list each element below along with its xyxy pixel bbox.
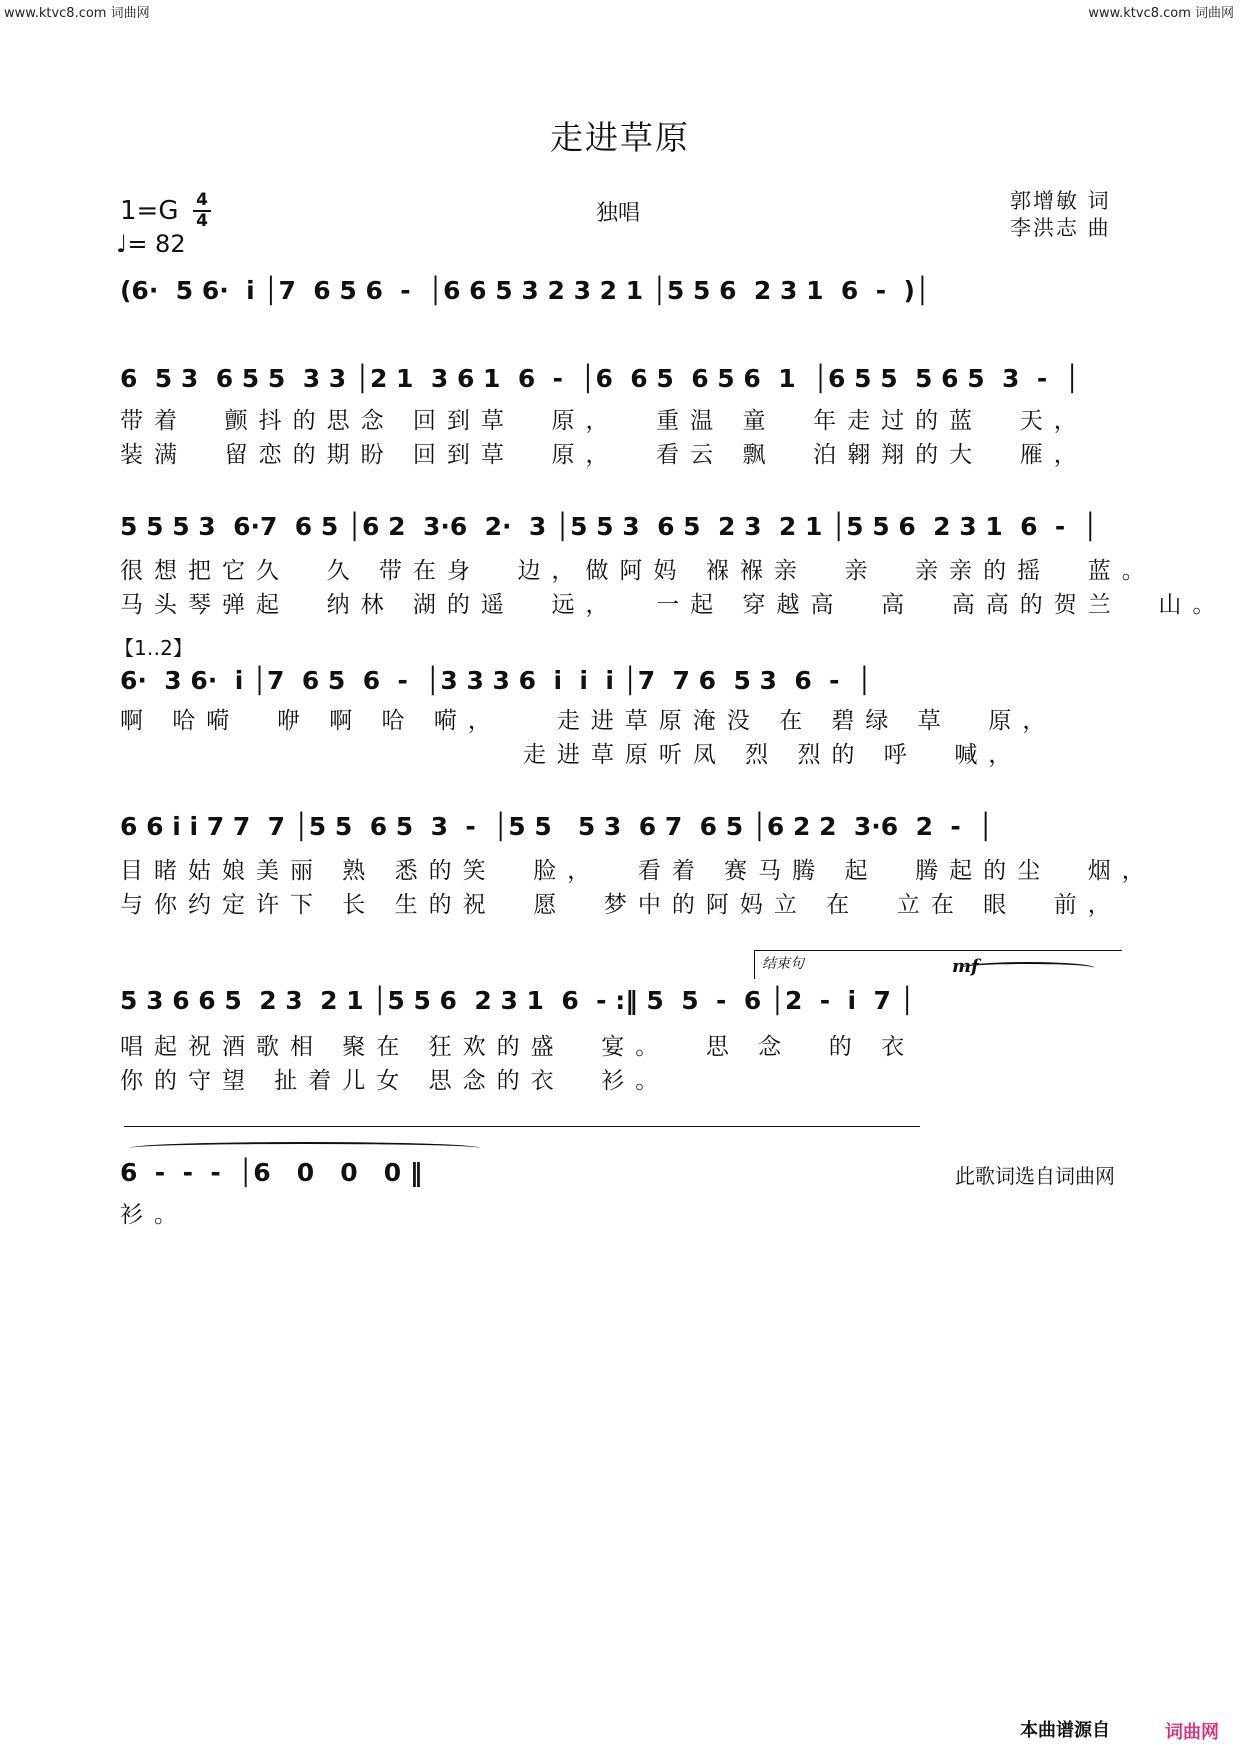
score-line-4: 6· 3 6· i̇ │7 6 5 6 - │3 3 3 6 i̇ i̇ i̇ │7 7 6 5 3 6 - │ bbox=[120, 666, 872, 695]
performance-style: 独唱 bbox=[596, 201, 641, 226]
footer-source-label: 本曲谱源自 bbox=[1020, 1720, 1110, 1741]
site-header-right[interactable]: www.ktvc8.com 词曲网 bbox=[1088, 6, 1234, 21]
score-line-2: 6 5 3 6 5 5 3 3 │2 1 3 6 1 6 - │6 6 5 6 5 6 1 │6 5 5 5 6 5 3 - │ bbox=[120, 364, 1080, 393]
time-signature-top: 4 bbox=[196, 190, 208, 210]
section-mark: 【1‥2】 bbox=[114, 636, 193, 660]
lyric-line-3-verse-2: 马头琴弹起 纳林 湖的遥 远， 一起 穿越高 高 高高的贺兰 山。 bbox=[120, 592, 1227, 618]
song-title: 走进草原 bbox=[550, 118, 690, 157]
footer-site-logo[interactable]: 词曲网 bbox=[1165, 1722, 1219, 1743]
lyric-line-4-verse-2: 走进草原听凤 烈 烈的 呼 喊， bbox=[120, 742, 1023, 768]
lyric-line-2-verse-1: 带着 颤抖的思念 回到草 原， 重温 童 年走过的蓝 天， bbox=[120, 408, 1088, 434]
dynamic-marking: mf bbox=[952, 956, 979, 977]
score-line-5: 6 6 i̇ i̇ 7 7 7 │5 5 6 5 3 - │5 5 5 3 6 7 6 5 │6 2 2 3·6 2 - │ bbox=[120, 812, 994, 841]
lyric-line-2-verse-2: 装满 留恋的期盼 回到草 原， 看云 飘 泊翱翔的大 雁， bbox=[120, 442, 1088, 468]
lyricist-credit: 郭增敏 词 bbox=[1010, 189, 1111, 213]
final-tie bbox=[130, 1142, 480, 1154]
site-header-left[interactable]: www.ktvc8.com 词曲网 bbox=[4, 6, 150, 21]
final-line-rule bbox=[124, 1126, 920, 1127]
ending-label: 结束句 bbox=[762, 956, 804, 972]
lyric-line-6-verse-1: 唱起祝酒歌相 聚在 狂欢的盛 宴。 思 念 的 衣 bbox=[120, 1034, 916, 1060]
key-signature: 1=G bbox=[120, 196, 179, 226]
lyric-line-4-verse-1: 啊 哈嗬 咿 啊 哈 嗬， 走进草原淹没 在 碧绿 草 原， bbox=[120, 708, 1057, 734]
crescendo-slur bbox=[960, 962, 1095, 974]
lyric-line-5-verse-1: 目睹姑娘美丽 熟 悉的笑 脸， 看着 赛马腾 起 腾起的尘 烟， bbox=[120, 858, 1156, 884]
score-line-6: 5 3 6 6 5 2 3 2 1 │5 5 6 2 3 1 6 - :‖ 5 5 - 6 │2 - i̇ 7 │ bbox=[120, 986, 915, 1015]
score-line-7: 6 - - - │6 0 0 0 ‖ bbox=[120, 1158, 423, 1187]
score-line-3: 5 5 5 3 6·7 6 5 │6 2 3·6 2· 3 │5 5 3 6 5 2 3 2 1 │5 5 6 2 3 1 6 - │ bbox=[120, 512, 1098, 541]
source-note: 此歌词选自词曲网 bbox=[955, 1164, 1115, 1188]
time-signature bbox=[193, 192, 211, 230]
composer-credit: 李洪志 曲 bbox=[1010, 216, 1111, 240]
lyric-line-6-verse-2: 你的守望 扯着儿女 思念的衣 衫。 bbox=[120, 1068, 670, 1094]
lyric-line-7: 衫。 bbox=[120, 1202, 188, 1228]
tempo-marking: ♩= 82 bbox=[116, 230, 186, 258]
lyric-line-3-verse-1: 很想把它久 久 带在身 边，做阿妈 褓褓亲 亲 亲亲的摇 蓝。 bbox=[120, 558, 1156, 584]
time-signature-bottom: 4 bbox=[196, 211, 208, 231]
score-line-1: (6· 5 6· i̇ │7 6 5 6 - │6 6 5 3 2 3 2 1 │5 5 6 2 3 1 6 - )│ bbox=[120, 276, 930, 305]
lyric-line-5-verse-2: 与你约定许下 长 生的祝 愿 梦中的阿妈立 在 立在 眼 前， bbox=[120, 892, 1122, 918]
